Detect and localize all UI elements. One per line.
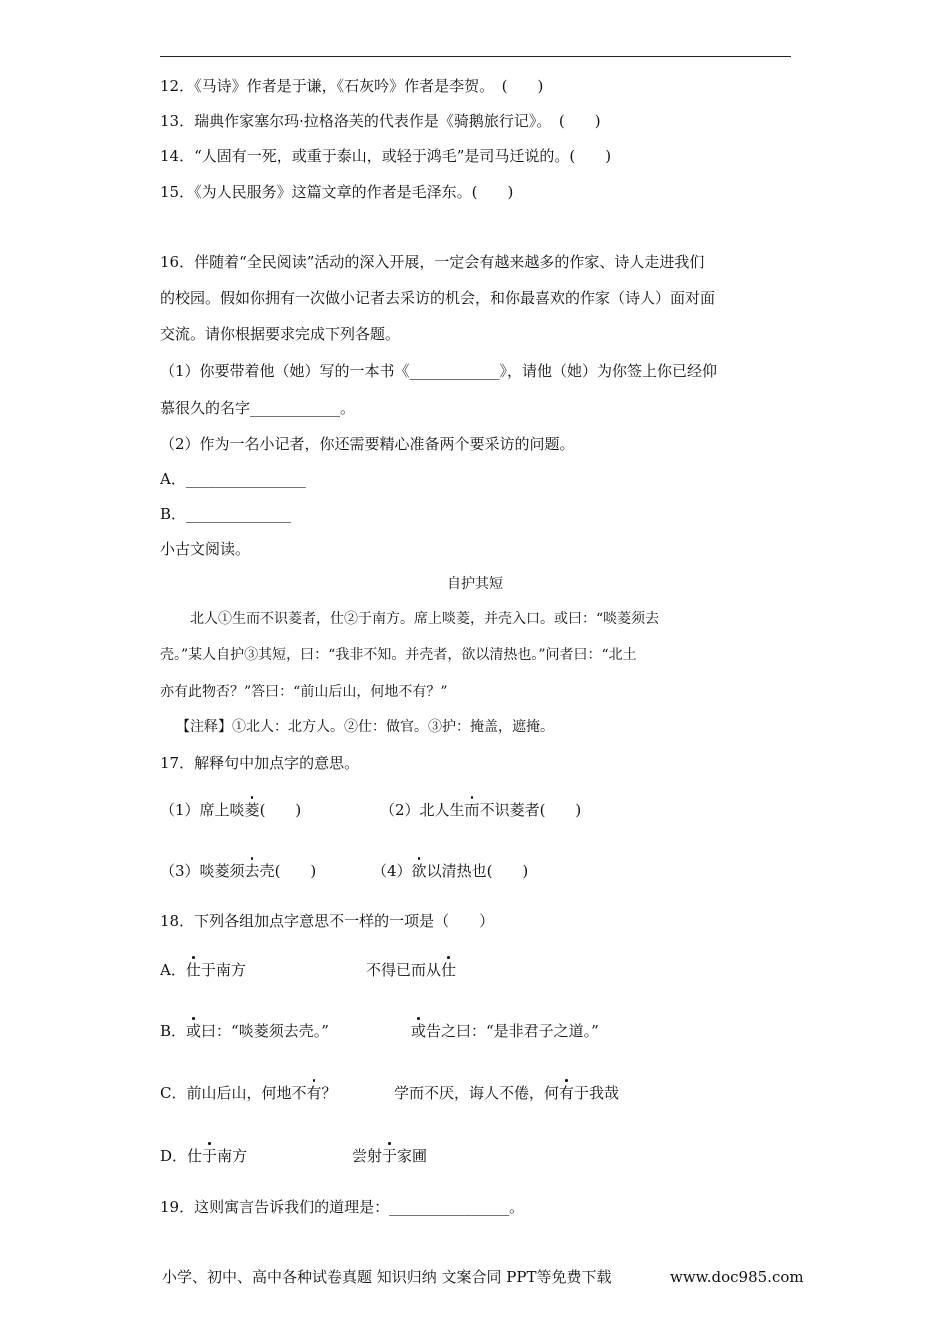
- option-b: B．或曰：“啖菱须去壳。”: [160, 1022, 329, 1040]
- reading-intro: 小古文阅读。: [160, 540, 251, 558]
- question-16-part-1-line-2: 慕很久的名字____________。: [160, 399, 356, 417]
- footer-text: 小学、初中、高中各种试卷真题 知识归纳 文案合同 PPT等免费下载: [162, 1268, 612, 1286]
- question-19: 19．这则寓言告诉我们的道理是：________________。: [160, 1198, 525, 1216]
- reading-text-line-3: 亦有此物否？”答曰：“前山后山，何地不有？”: [160, 684, 448, 700]
- question-17-stem: 17．解释句中加点字的意思。: [160, 754, 360, 772]
- question-17-item-4: （4）欲以清热也( ): [372, 862, 529, 880]
- option-b-compare: 或告之曰：“是非君子之道。”: [411, 1022, 599, 1040]
- question-16-part-2: （2）作为一名小记者，你还需要精心准备两个要采访的问题。: [160, 435, 575, 453]
- question-17-item-3: （3）啖菱须去壳( ): [160, 862, 317, 880]
- dotted-char: 仕: [185, 961, 201, 979]
- dotted-char: 而: [464, 801, 480, 819]
- dotted-char: 或: [411, 1022, 427, 1040]
- option-d: D．仕于南方: [160, 1147, 248, 1165]
- dotted-char: 于: [382, 1147, 398, 1165]
- question-16-answer-a: A．________________: [160, 470, 306, 488]
- question-16-line-2: 的校园。假如你拥有一次做小记者去采访的机会，和你最喜欢的作家（诗人）面对面: [160, 289, 716, 307]
- footer-url[interactable]: www.doc985.com: [670, 1268, 804, 1286]
- question-15: 15．《为人民服务》这篇文章的作者是毛泽东。( ): [160, 183, 514, 201]
- dotted-char: 于: [202, 1147, 218, 1165]
- question-17-item-1: （1）席上啖菱( ): [160, 801, 302, 819]
- question-18-stem: 18．下列各组加点字意思不一样的一项是（ ）: [160, 912, 495, 930]
- question-17-item-2: （2）北人生而不识菱者( ): [380, 801, 582, 819]
- option-c: C．前山后山，何地不有？: [160, 1084, 337, 1102]
- dotted-char: 有: [559, 1084, 575, 1102]
- dotted-char: 有: [306, 1084, 322, 1102]
- dotted-char: 去: [244, 862, 260, 880]
- question-12: 12．《马诗》作者是于谦，《石灰吟》作者是李贺。 ( ): [160, 77, 544, 95]
- option-a: A．仕于南方: [160, 961, 246, 979]
- question-14: 14．“人固有一死，或重于泰山，或轻于鸿毛”是司马迁说的。( ): [160, 147, 612, 165]
- question-16-line-3: 交流。请你根据要求完成下列各题。: [160, 325, 401, 343]
- reading-note: 【注释】①北人：北方人。②仕：做官。③护：掩盖，遮掩。: [176, 719, 554, 735]
- reading-title: 自护其短: [447, 576, 503, 592]
- option-a-compare: 不得已而从仕: [366, 961, 457, 979]
- question-16-line-1: 16．伴随着“全民阅读”活动的深入开展，一定会有越来越多的作家、诗人走进我们: [160, 253, 705, 271]
- question-13: 13．瑞典作家塞尔玛·拉格洛芙的代表作是《骑鹅旅行记》。 ( ): [160, 112, 601, 130]
- dotted-char: 仕: [441, 961, 457, 979]
- option-c-compare: 学而不厌，诲人不倦，何有于我哉: [394, 1084, 620, 1102]
- question-16-part-1-line-1: （1）你要带着他（她）写的一本书《____________》，请他（她）为你签上你已经仰: [160, 362, 718, 380]
- reading-text-line-2: 壳。”某人自护③其短，曰：“我非不知。并壳者，欲以清热也。”问者曰：“北土: [160, 647, 637, 663]
- dotted-char: 或: [186, 1022, 202, 1040]
- question-16-answer-b: B．______________: [160, 505, 292, 523]
- header-rule: [160, 56, 791, 57]
- option-d-compare: 尝射于家圃: [352, 1147, 428, 1165]
- dotted-char: 欲: [411, 862, 427, 880]
- dotted-char: 菱: [244, 801, 260, 819]
- reading-text-line-1: 北人①生而不识菱者，仕②于南方。席上啖菱，并壳入口。或曰：“啖菱须去: [190, 611, 660, 627]
